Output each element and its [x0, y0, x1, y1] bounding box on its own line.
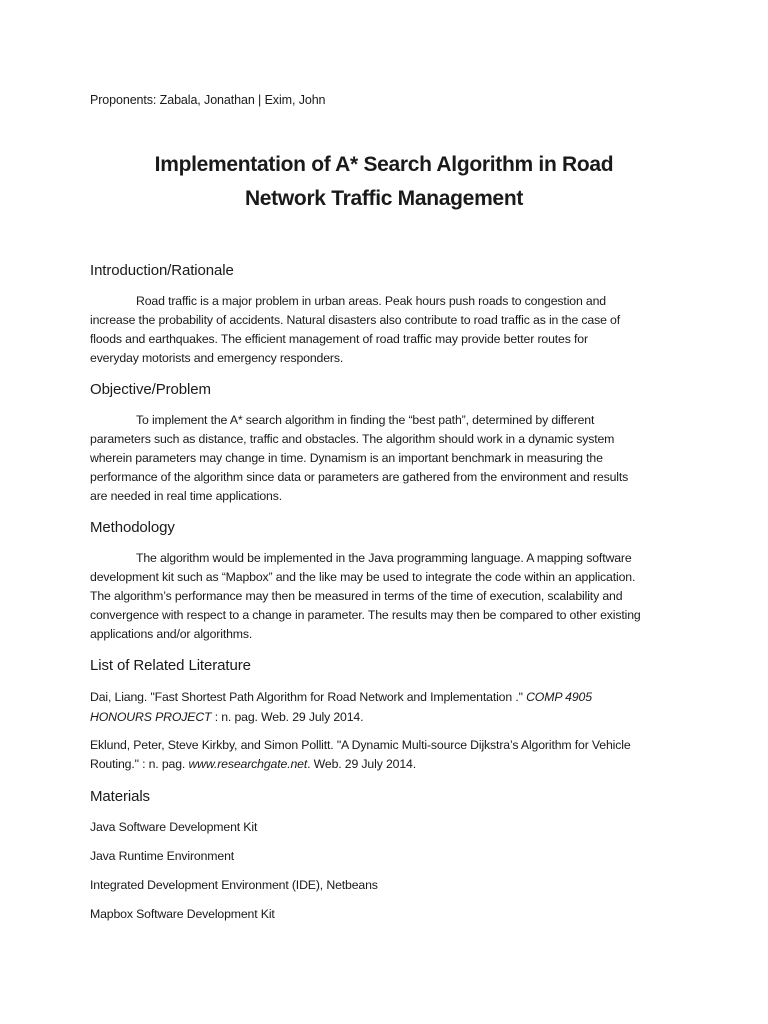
introduction-line: everyday motorists and emergency responders. [90, 351, 344, 365]
reference-journal: HONOURS PROJECT [90, 710, 212, 724]
reference-2-line-2 [90, 757, 416, 771]
reference-text: Eklund, Peter, Steve Kirkby, and Simon Pollitt. "A Dynamic Multi-source Dijkstra’s Algorithm for Vehicle [90, 738, 631, 752]
methodology-line: convergence with respect to a change in parameter. The results may then be compared to other existing [90, 608, 641, 622]
objective-line: parameters such as distance, traffic and obstacles. The algorithm should work in a dynamic system [90, 432, 615, 446]
reference-journal: COMP 4905 [526, 690, 592, 704]
introduction-line: Road traffic is a major problem in urban areas. Peak hours push roads to congestion and [136, 294, 606, 308]
introduction-heading: Introduction/Rationale [90, 262, 234, 279]
document-title-line-2: Network Traffic Management [244, 187, 524, 210]
proponents-line: Proponents: Zabala, Jonathan | Exim, John [90, 93, 326, 107]
materials-heading: Materials [90, 788, 150, 805]
reference-text: : n. pag. Web. 29 July 2014. [211, 710, 364, 724]
document-title-line-1: Implementation of A* Search Algorithm in Road [154, 153, 614, 176]
methodology-line: development kit such as “Mapbox” and the like may be used to integrate the code within an application. [90, 570, 636, 584]
methodology-line: The algorithm’s performance may then be measured in terms of the time of execution, scalability and [90, 589, 623, 603]
reference-website: www.researchgate.net [188, 757, 308, 771]
objective-line: performance of the algorithm since data or parameters are gathered from the environment and results [90, 470, 629, 484]
methodology-line: applications and/or algorithms. [90, 627, 253, 641]
reference-text: Routing." : n. pag. [90, 757, 189, 771]
objective-line: To implement the A* search algorithm in finding the “best path”, determined by different [136, 413, 595, 427]
material-item: Java Software Development Kit [90, 820, 258, 834]
reference-text: . Web. 29 July 2014. [307, 757, 416, 771]
reference-text: Dai, Liang. "Fast Shortest Path Algorithm for Road Network and Implementation ." [90, 690, 527, 704]
methodology-line: The algorithm would be implemented in the Java programming language. A mapping software [136, 551, 632, 565]
material-item: Integrated Development Environment (IDE), Netbeans [90, 878, 378, 892]
objective-line: wherein parameters may change in time. Dynamism is an important benchmark in measuring the [90, 451, 603, 465]
methodology-heading: Methodology [90, 519, 175, 536]
objective-heading: Objective/Problem [90, 381, 211, 398]
reference-1-line-2 [90, 710, 363, 724]
introduction-line: increase the probability of accidents. Natural disasters also contribute to road traffic as in the case of [90, 313, 621, 327]
reference-1-line-1 [90, 690, 592, 704]
literature-heading: List of Related Literature [90, 657, 251, 674]
material-item: Java Runtime Environment [90, 849, 235, 863]
reference-2-line-1 [90, 738, 631, 752]
objective-line: are needed in real time applications. [90, 489, 283, 503]
introduction-line: floods and earthquakes. The efficient management of road traffic may provide better routes for [90, 332, 588, 346]
material-item: Mapbox Software Development Kit [90, 907, 275, 921]
